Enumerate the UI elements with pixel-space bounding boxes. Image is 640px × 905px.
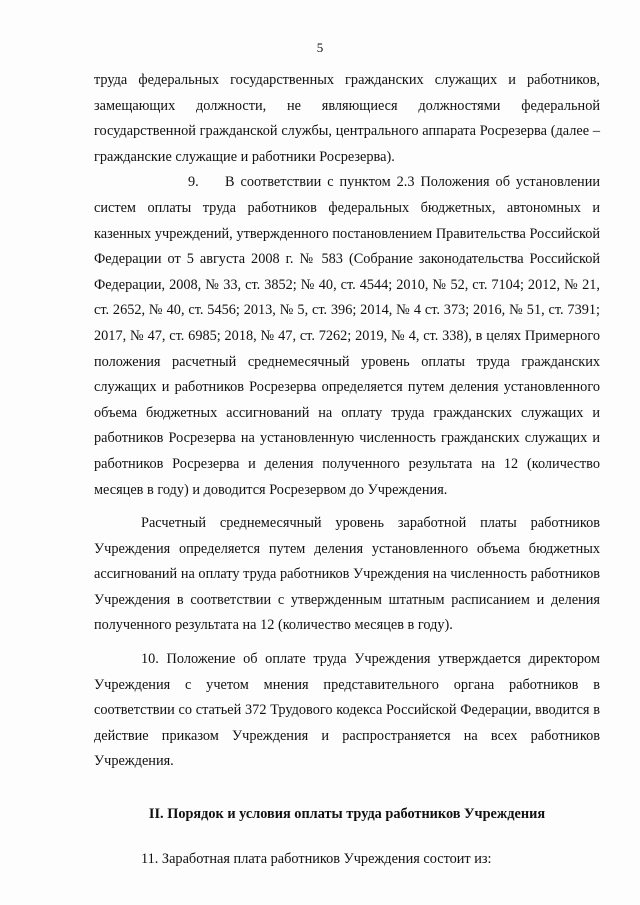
paragraph-9-number: 9. <box>188 174 199 191</box>
heading-gap <box>94 828 600 847</box>
paragraph-gap <box>94 639 600 647</box>
paragraph-gap <box>94 503 600 511</box>
paragraph-11: 11. Заработная плата работников Учреждения состоит из: <box>141 850 492 867</box>
paragraph-10: 10. Положение об оплате труда Учреждения утверждается директором Учреждения с учетом мнения представительного органа работников в соответствии со статьей 372 Трудового кодекса Российской Федерации, вводится в действие приказом Учреждения и распространяется на всех работников Учреждения. <box>94 651 600 770</box>
heading-gap <box>94 775 600 802</box>
paragraph-9-text: В соответствии с пунктом 2.3 Положения об установлении систем оплаты труда работников федеральных бюджетных, автономных и казенных учреждений, утвержденного постановлением Правительства Российской Федерации от 5 августа 2008 г. № 583 (Собрание законодательства Российской Федерации, 2008, № 33, ст. 3852; № 40, ст. 4544; 2010, № 52, ст. 7104; 2012, № 21, ст. 2652, № 40, ст. 5456; 2013, № 5, ст. 396; 2014, № 4 ст. 373; 2016, № 51, ст. 7391; 2017, № 47, ст. 6985; 2018, № 47, ст. 7262; 2019, № 4, ст. 338), в целях Примерного положения расчетный среднемесячный уровень оплаты труда гражданских служащих и работников Росрезерва определяется путем деления установленного объема бюджетных ассигнований на оплату труда гражданских служащих и работников Росрезерва на установленную численность гражданских служащих и работников Росрезерва и деления полученного результата на 12 (количество месяцев в году) и доводится Росрезервом до Учреждения. <box>94 174 600 498</box>
paragraph-intro: труда федеральных государственных гражданских служащих и работников, замещающих должности, не являющиеся должностями федеральной государственной гражданской службы, центрального аппарата Росрезерва (далее – гражданские служащие и работники Росрезерва). <box>94 72 600 165</box>
page-number: 5 <box>316 40 324 55</box>
paragraph-calculation: Расчетный среднемесячный уровень заработной платы работников Учреждения определяется путем деления установленного объема бюджетных ассигнований на оплату труда работников Учреждения на численность работников Учреждения в соответствии с утвержденным штатным расписанием и деления полученного результата на 12 (количество месяцев в году). <box>94 515 600 634</box>
section-heading: II. Порядок и условия оплаты труда работников Учреждения <box>148 806 546 823</box>
document-body <box>94 68 600 872</box>
paragraph-9 <box>94 170 600 503</box>
